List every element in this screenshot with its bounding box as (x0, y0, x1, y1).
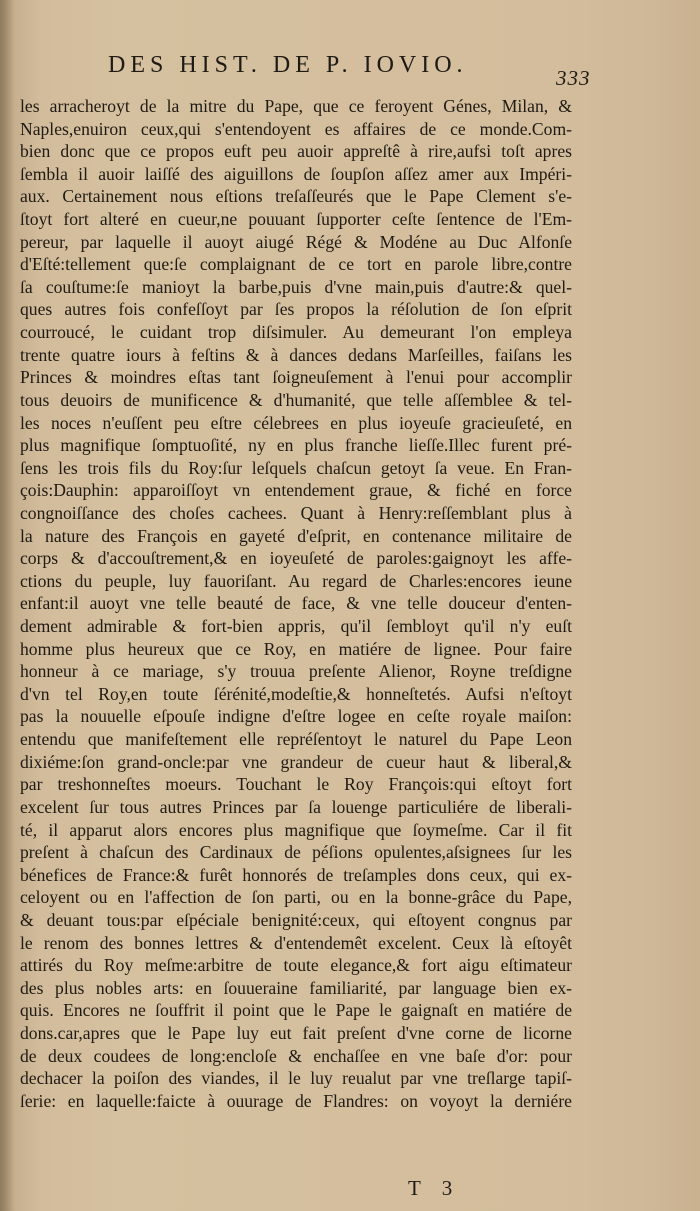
text-line: dement admirable & fort-bien appris, qu'il ſembloyt qu'il n'y euſt (20, 616, 572, 637)
text-line: corps & d'accouſtrement,& en ioyeuſeté de paroles:gaignoyt les affe- (20, 548, 572, 569)
text-line: par treshonneſtes moeurs. Touchant le Roy François:qui eſtoyt fort (20, 774, 572, 795)
text-line: tous deuoirs de munificence & d'humanité, que telle aſſemblee & tel- (20, 389, 572, 410)
text-line: les noces n'euſſent peu eſtre célebrees en plus ioyeuſe gracieuſeté, en (20, 412, 572, 433)
text-line: de deux coudees de long:encloſe & enchaſſee en vne baſe d'or: pour (20, 1045, 572, 1066)
text-line: aux. Certainement nous eſtions treſaſſeurés que le Pape Clement s'e- (20, 186, 572, 207)
page-number: 333 (556, 66, 591, 90)
body-text (20, 95, 572, 1112)
text-line: dechacer la poiſon des viandes, il le luy reualut par vne treſlarge tapiſ- (20, 1068, 572, 1089)
text-line: çois:Dauphin: apparoiſſoyt vn entendement graue, & fiché en force (20, 480, 572, 501)
text-line: ſtoyt fort alteré en cueur,ne pouuant ſupporter ceſte ſentence de l'Em- (20, 209, 572, 230)
text-line: excelent ſur tous autres Princes par ſa louenge particuliére de liberali- (20, 796, 572, 817)
text-line: bénefices de France:& furêt honnorés de treſamples dons ceux, qui ex- (20, 864, 572, 885)
text-line: trente quatre iours à feſtins & à dances dedans Marſeilles, faiſans les (20, 344, 572, 365)
text-line: celoyent ou en l'affection de ſon parti, ou en la bonne-grâce du Pape, (20, 887, 572, 908)
text-line: ſembla il auoir laiſſé des aiguillons de ſoupſon aſſez amer aux Impéri- (20, 163, 572, 184)
text-line: preſent à chaſcun des Cardinaux de péſions opulentes,aſsignees ſur les (20, 842, 572, 863)
text-line: des plus nobles arts: en ſouueraine familiarité, par language bien ex- (20, 977, 572, 998)
text-line: bien donc que ce propos euft peu auoir appreſtê à rire,aufsi toſt apres (20, 141, 572, 162)
text-line: d'vn tel Roy,en toute ſérénité,modeſtie,& honneſtetés. Aufsi n'eſtoyt (20, 683, 572, 704)
text-line: & deuant tous:par eſpéciale benignité:ceux, qui eſtoyent congnus par (20, 909, 572, 930)
text-line: d'Eſté:tellement que:ſe complaignant de ce tort en parole libre,contre (20, 254, 572, 275)
text-line: ſens les trois fils du Roy:ſur leſquels chaſcun getoyt ſa veue. En Fran- (20, 457, 572, 478)
text-line: Naples,enuiron ceux,qui s'entendoyent es affaires de ce monde.Com- (20, 118, 572, 139)
text-line: la nature des François en gayeté d'eſprit, en contenance militaire de (20, 525, 572, 546)
text-line: pereur, par laquelle il auoyt aiugé Régé & Modéne au Duc Alfonſe (20, 231, 572, 252)
text-line: ſerie: en laquelle:faicte à ouurage de Flandres: on voyoyt la derniére (20, 1090, 572, 1111)
text-line: quis. Encores ne ſouffrit il point que le Pape le gaignaſt en matiére de (20, 1000, 572, 1021)
text-line: Princes & moindres eſtas tant ſoigneuſement à l'enui pour accomplir (20, 367, 572, 388)
text-line: les arracheroyt de la mitre du Pape, que ce feroyent Génes, Milan, & (20, 96, 572, 116)
text-line: honneur à ce mariage, s'y trouua preſente Alienor, Royne treſdigne (20, 661, 572, 682)
text-line: dixiéme:ſon grand-oncle:par vne grandeur de cueur haut & liberal,& (20, 751, 572, 772)
signature-mark: T 3 (408, 1176, 461, 1200)
text-line: attirés du Roy meſme:arbitre de toute elegance,& fort aigu eſtimateur (20, 955, 572, 976)
text-line: dons.car,apres que le Pape luy eut fait preſent d'vne corne de licorne (20, 1022, 572, 1043)
text-line: ſa couſtume:ſe manioyt la barbe,puis d'vne main,puis d'autre:& quel- (20, 276, 572, 297)
text-line: pas la nouuelle eſpouſe indigne d'eſtre logee en ceſte royale maiſon: (20, 706, 572, 727)
text-line: ques autres fois confeſſoyt par ſes propos la réſolution de ſon eſprit (20, 299, 572, 320)
text-line: plus magnifique ſomptuoſité, ny en plus franche lieſſe.Illec furent pré- (20, 435, 572, 456)
text-line: homme plus heureux que ce Roy, en matiére de lignee. Pour faire (20, 638, 572, 659)
text-line: le renom des bonnes lettres & d'entendemêt excelent. Ceux là eſtoyêt (20, 932, 572, 953)
text-line: enfant:il auoyt vne telle beauté de face, & vne telle douceur d'enten- (20, 593, 572, 614)
text-line: té, il apparut alors encores plus magnifique que ſoymeſme. Car il fit (20, 819, 572, 840)
text-line: courroucé, le cuidant trop diſsimuler. Au demeurant l'on empleya (20, 322, 572, 343)
text-line: congnoiſſance des choſes cachees. Quant à Henry:reſſemblant plus à (20, 502, 572, 523)
text-line: entendu que manifeſtement elle repréſentoyt le naturel du Pape Leon (20, 729, 572, 750)
gutter-shadow (0, 0, 14, 1211)
text-line: ctions du peuple, luy fauoriſant. Au regard de Charles:encores ieune (20, 570, 572, 591)
running-head: DES HIST. DE P. IOVIO. (108, 52, 468, 78)
